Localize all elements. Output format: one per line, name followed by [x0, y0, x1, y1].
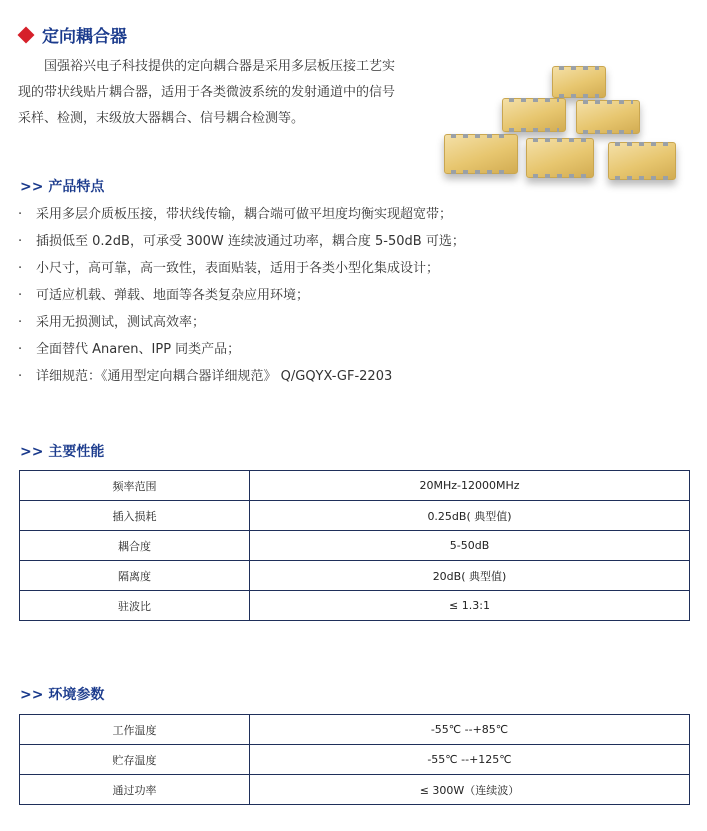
table-value: 0.25dB( 典型值)	[250, 501, 690, 531]
table-row	[20, 471, 690, 501]
feature-text: 插损低至 0.2dB，可承受 300W 连续波通过功率，耦合度 5-50dB 可选；	[36, 234, 465, 249]
list-item	[18, 228, 465, 255]
list-item	[18, 363, 465, 390]
table-row	[20, 745, 690, 775]
table-row	[20, 531, 690, 561]
features-heading: >> 产品特点	[20, 179, 105, 195]
list-item	[18, 255, 465, 282]
intro-line: 采样、检测，末级放大器耦合、信号耦合检测等。	[18, 111, 305, 126]
table-key: 隔离度	[20, 561, 250, 591]
table-key: 通过功率	[20, 775, 250, 805]
intro-line: 现的带状线贴片耦合器，适用于各类微波系统的发射通道中的信号	[18, 85, 396, 100]
coupler-chip-image	[608, 142, 676, 180]
table-value: -55℃ --+85℃	[250, 715, 690, 745]
title-row	[20, 22, 127, 47]
environment-heading: >> 环境参数	[20, 687, 105, 703]
performance-heading: >> 主要性能	[20, 444, 105, 460]
list-item	[18, 201, 465, 228]
feature-text: 可适应机载、弹载、地面等各类复杂应用环境；	[36, 288, 310, 303]
bullet: ·	[18, 207, 23, 222]
table-value: 5-50dB	[250, 531, 690, 561]
bullet: ·	[18, 315, 23, 330]
product-photo	[436, 60, 696, 190]
list-item	[18, 309, 465, 336]
feature-text: 详细规范：《通用型定向耦合器详细规范》 Q/GQYX-GF-2203	[36, 369, 393, 384]
list-item	[18, 336, 465, 363]
table-value: ≤ 300W（连续波）	[250, 775, 690, 805]
table-row	[20, 501, 690, 531]
feature-text: 采用无损测试，测试高效率；	[36, 315, 206, 330]
table-row	[20, 775, 690, 805]
table-key: 工作温度	[20, 715, 250, 745]
coupler-chip-image	[576, 100, 640, 134]
intro-line: 国强裕兴电子科技提供的定向耦合器是采用多层板压接工艺实	[44, 59, 396, 74]
page-title: 定向耦合器	[42, 27, 127, 47]
feature-text: 全面替代 Anaren、IPP 同类产品；	[36, 342, 241, 357]
coupler-chip-image	[526, 138, 594, 178]
table-row	[20, 591, 690, 621]
table-value: ≤ 1.3:1	[250, 591, 690, 621]
table-value: 20MHz-12000MHz	[250, 471, 690, 501]
feature-text: 小尺寸，高可靠，高一致性，表面贴装，适用于各类小型化集成设计；	[36, 261, 440, 276]
environment-table	[19, 714, 690, 805]
table-key: 贮存温度	[20, 745, 250, 775]
diamond-icon	[18, 26, 35, 43]
table-key: 驻波比	[20, 591, 250, 621]
table-value: 20dB( 典型值)	[250, 561, 690, 591]
features-list	[18, 201, 465, 390]
table-value: -55℃ --+125℃	[250, 745, 690, 775]
performance-table	[19, 470, 690, 621]
feature-text: 采用多层介质板压接，带状线传输，耦合端可做平坦度均衡实现超宽带；	[36, 207, 453, 222]
bullet: ·	[18, 234, 23, 249]
bullet: ·	[18, 261, 23, 276]
table-key: 插入损耗	[20, 501, 250, 531]
table-row	[20, 715, 690, 745]
intro-paragraph	[18, 54, 438, 132]
bullet: ·	[18, 342, 23, 357]
table-key: 频率范围	[20, 471, 250, 501]
bullet: ·	[18, 369, 23, 384]
table-row	[20, 561, 690, 591]
bullet: ·	[18, 288, 23, 303]
list-item	[18, 282, 465, 309]
table-key: 耦合度	[20, 531, 250, 561]
coupler-chip-image	[444, 134, 518, 174]
coupler-chip-image	[552, 66, 606, 98]
coupler-chip-image	[502, 98, 566, 132]
